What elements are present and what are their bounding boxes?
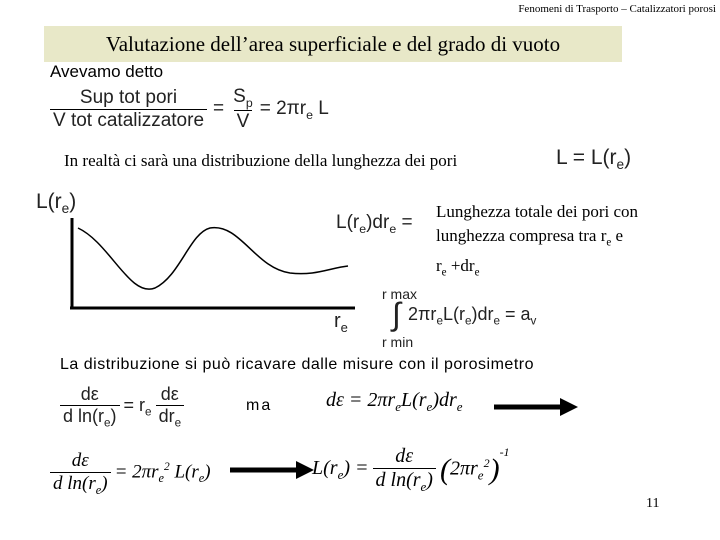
distribution-curve <box>78 228 348 290</box>
running-header: Fenomeni di Trasporto – Catalizzatori porosi <box>518 3 716 15</box>
integral-sign: ∫ <box>392 296 401 332</box>
eq1-fraction-left: $\frac{\text{Sup tot pori}}{\text{V tot catalizzatore}}$ <box>50 87 207 132</box>
equation-d-epsilon: $\frac{d\varepsilon}{d \ln(r_e)}$ = $r_e$ $\frac{d\varepsilon}{dr_e}$ <box>60 384 184 430</box>
equation-surface-volume: $\frac{\text{Sup tot pori}}{\text{V tot catalizzatore}}$ = $\frac{S_p}{V}$ = $2\pi r_e$ L <box>50 86 329 133</box>
equation-length-solution: $L(r_e)$ = $\frac{d\varepsilon}{d \ln(r_e)}$ ( $2\pi r_e^2$ ) $^{-1}$ <box>312 445 510 494</box>
porosimeter-text: La distribuzione si può ricavare dalle misure con il porosimetro <box>60 356 534 373</box>
integral-upper-limit: r max <box>382 286 417 302</box>
ma-text: ma <box>246 397 273 414</box>
slide-title: Valutazione dell’area superficiale e del grado di vuoto <box>105 31 561 56</box>
right-arrow-icon <box>494 396 580 418</box>
integral-lower-limit: r min <box>382 334 414 350</box>
distribution-graph <box>30 188 370 338</box>
graph-y-label: $L(r_e)$ <box>36 190 77 217</box>
page-number: 11 <box>646 496 660 511</box>
distribution-text: In realtà ci sarà una distribuzione della lunghezza dei pori <box>64 151 458 170</box>
equation-d-epsilon-length: $d\varepsilon = 2\pi r_eL(r_e)dr_e$ <box>326 389 463 414</box>
intro-text: Avevamo detto <box>50 62 164 81</box>
right-arrow-icon <box>230 459 316 481</box>
slide-title-box <box>44 26 622 62</box>
eq1-fraction-right: $\frac{S_p}{V}$ <box>233 86 253 132</box>
length-equation: $L(r_e)dr_e$ = <box>336 212 413 236</box>
integral-body: $2\pi r_eL(r_e)dr_e = a_v$ <box>408 304 537 328</box>
length-description: Lunghezza totale dei pori con lunghezza compresa tra $r_e$ e $r_e +dr_e$ <box>436 202 639 279</box>
equation-d-epsilon-log: $\frac{d\varepsilon}{d \ln(r_e)}$ = $2\pi r_e^2$ $L(r_e)$ <box>50 450 211 498</box>
graph-x-label: $r_e$ <box>334 310 348 335</box>
distribution-equation: $L = L(r_e)$ <box>556 146 632 173</box>
